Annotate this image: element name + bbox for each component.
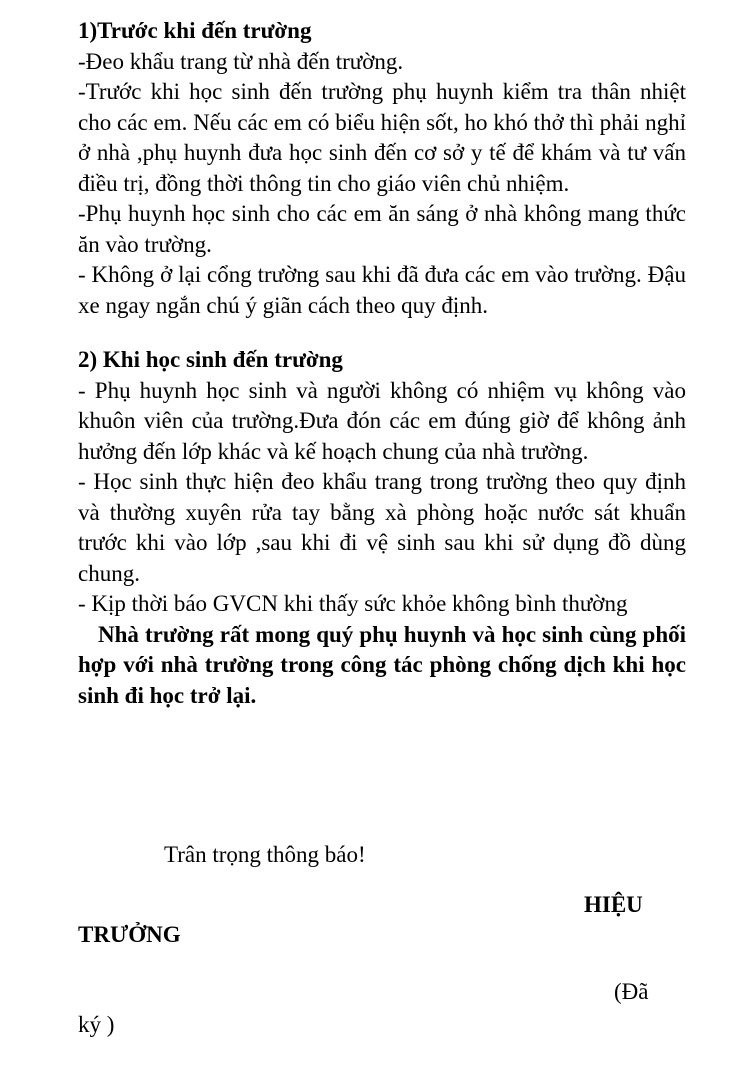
section1-item-1-text: -Đeo khẩu trang từ nhà đến trường. [78,48,404,74]
greeting-text: Trân trọng thông báo! [164,842,366,867]
section2-item: - Phụ huynh học sinh và người không có nhiệm vụ không vào khuôn viên của trường.Đưa đón các em đúng giờ để không ảnh hưởng đến lớp khác và kế hoạch chung của nhà trường. [78,377,686,464]
signature-title-part2: TRƯỞNG [78,922,181,947]
signature-title-part1: HIỆU [584,892,643,917]
section1-item [78,47,686,78]
section2-heading: 2) Khi học sinh đến trường [78,347,343,372]
document-body [78,16,686,711]
section2-item: - Học sinh thực hiện đeo khẩu trang trong trường theo quy định và thường xuyên rửa tay bằng xà phòng hoặc nước sát khuẩn trước khi vào lớp ,sau khi đi vệ sinh sau khi sử dụng đồ dùng chung. [78,469,686,586]
section1-heading: 1)Trước khi đến trường [78,18,312,43]
section1-item: -Trước khi học sinh đến trường phụ huynh kiểm tra thân nhiệt cho các em. Nếu các em có biểu hiện sốt, ho khó thở thì phải nghỉ ở nhà ,phụ huynh đưa học sinh đến cơ sở y tế để khám và tư vấn điều trị, đồng thời thông tin cho giáo viên chủ nhiệm. [78,79,686,196]
section1-item: -Phụ huynh học sinh cho các em ăn sáng ở nhà không mang thức ăn vào trường. [78,201,686,257]
closing-paragraph: Nhà trường rất mong quý phụ huynh và học sinh cùng phối hợp với nhà trường trong công tác phòng chống dịch khi học sinh đi học trở lại. [78,621,686,708]
section2-item: - Kịp thời báo GVCN khi thấy sức khỏe không bình thường [78,591,628,616]
signature-note-part2: ký ) [78,1012,115,1037]
section-spacer [78,321,686,345]
signature-note-part1: (Đã [614,979,649,1004]
section1-item: - Không ở lại cổng trường sau khi đã đưa các em vào trường. Đậu xe ngay ngắn chú ý giãn cách theo quy định. [78,262,686,318]
